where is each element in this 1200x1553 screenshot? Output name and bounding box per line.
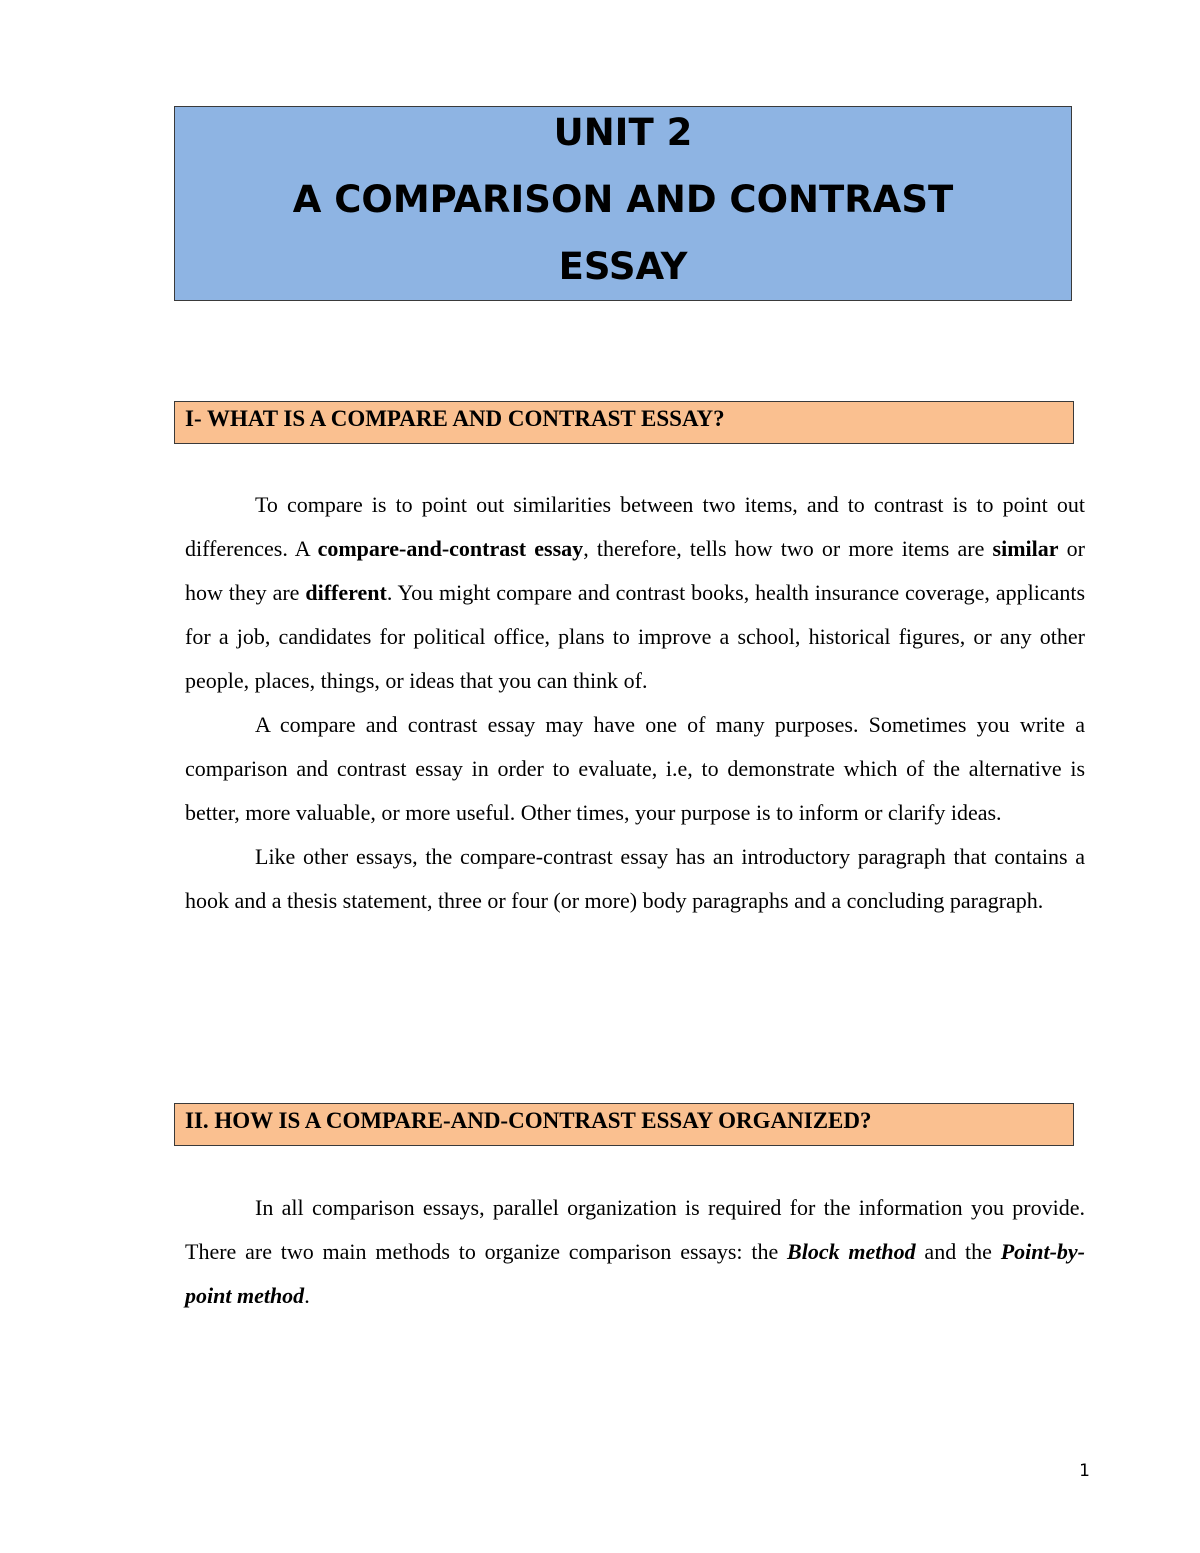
section-2-body	[185, 1186, 1085, 1318]
bold-italic-term-block-method: Block method	[787, 1239, 916, 1264]
section-2-heading: II. HOW IS A COMPARE-AND-CONTRAST ESSAY ORGANIZED?	[185, 1108, 872, 1133]
text-run: In all comparison essays, parallel organization is required for the information you provide. There are two main methods to organize comparison essays: the	[185, 1195, 1085, 1264]
page-number: 1	[1079, 1461, 1090, 1481]
paragraph-definition	[185, 483, 1085, 703]
text-run: , therefore, tells how two or more items are	[583, 536, 993, 561]
section-2-heading-box	[174, 1103, 1074, 1146]
bold-term-different: different	[305, 580, 387, 605]
section-1-body	[185, 483, 1085, 923]
section-1-heading-box	[174, 401, 1074, 444]
text-run: or how they are	[185, 536, 1086, 605]
unit-title: UNIT 2	[553, 111, 693, 154]
text-run: . You might compare and contrast books, health insurance coverage, applicants for a job, candidates for political office, plans to improve a school, historical figures, or any other people, places, things, or ideas that you can think of.	[185, 580, 1086, 693]
title-box	[174, 106, 1072, 301]
paragraph-organization	[185, 1186, 1085, 1318]
text-run: To compare is to point out similarities between two items, and to contrast is to point out differences. A	[185, 492, 1085, 561]
bold-term-similar: similar	[992, 536, 1059, 561]
essay-title-line-2: ESSAY	[558, 245, 688, 288]
text-run: and the	[915, 1239, 1001, 1264]
section-1-heading: I- WHAT IS A COMPARE AND CONTRAST ESSAY?	[185, 406, 725, 431]
essay-title-line-1: A COMPARISON AND CONTRAST	[292, 178, 954, 221]
text-run: .	[304, 1283, 310, 1308]
bold-italic-term-point-by-point-method: Point-by-point method	[185, 1239, 1086, 1308]
paragraph-structure: Like other essays, the compare-contrast essay has an introductory paragraph that contains a hook and a thesis statement, three or four (or more) body paragraphs and a concluding paragraph.	[185, 844, 1085, 913]
bold-term-compare-and-contrast-essay: compare-and-contrast essay	[317, 536, 584, 561]
paragraph-purposes: A compare and contrast essay may have one of many purposes. Sometimes you write a comparison and contrast essay in order to evaluate, i.e, to demonstrate which of the alternative is better, more valuable, or more useful. Other times, your purpose is to inform or clarify ideas.	[185, 712, 1085, 825]
